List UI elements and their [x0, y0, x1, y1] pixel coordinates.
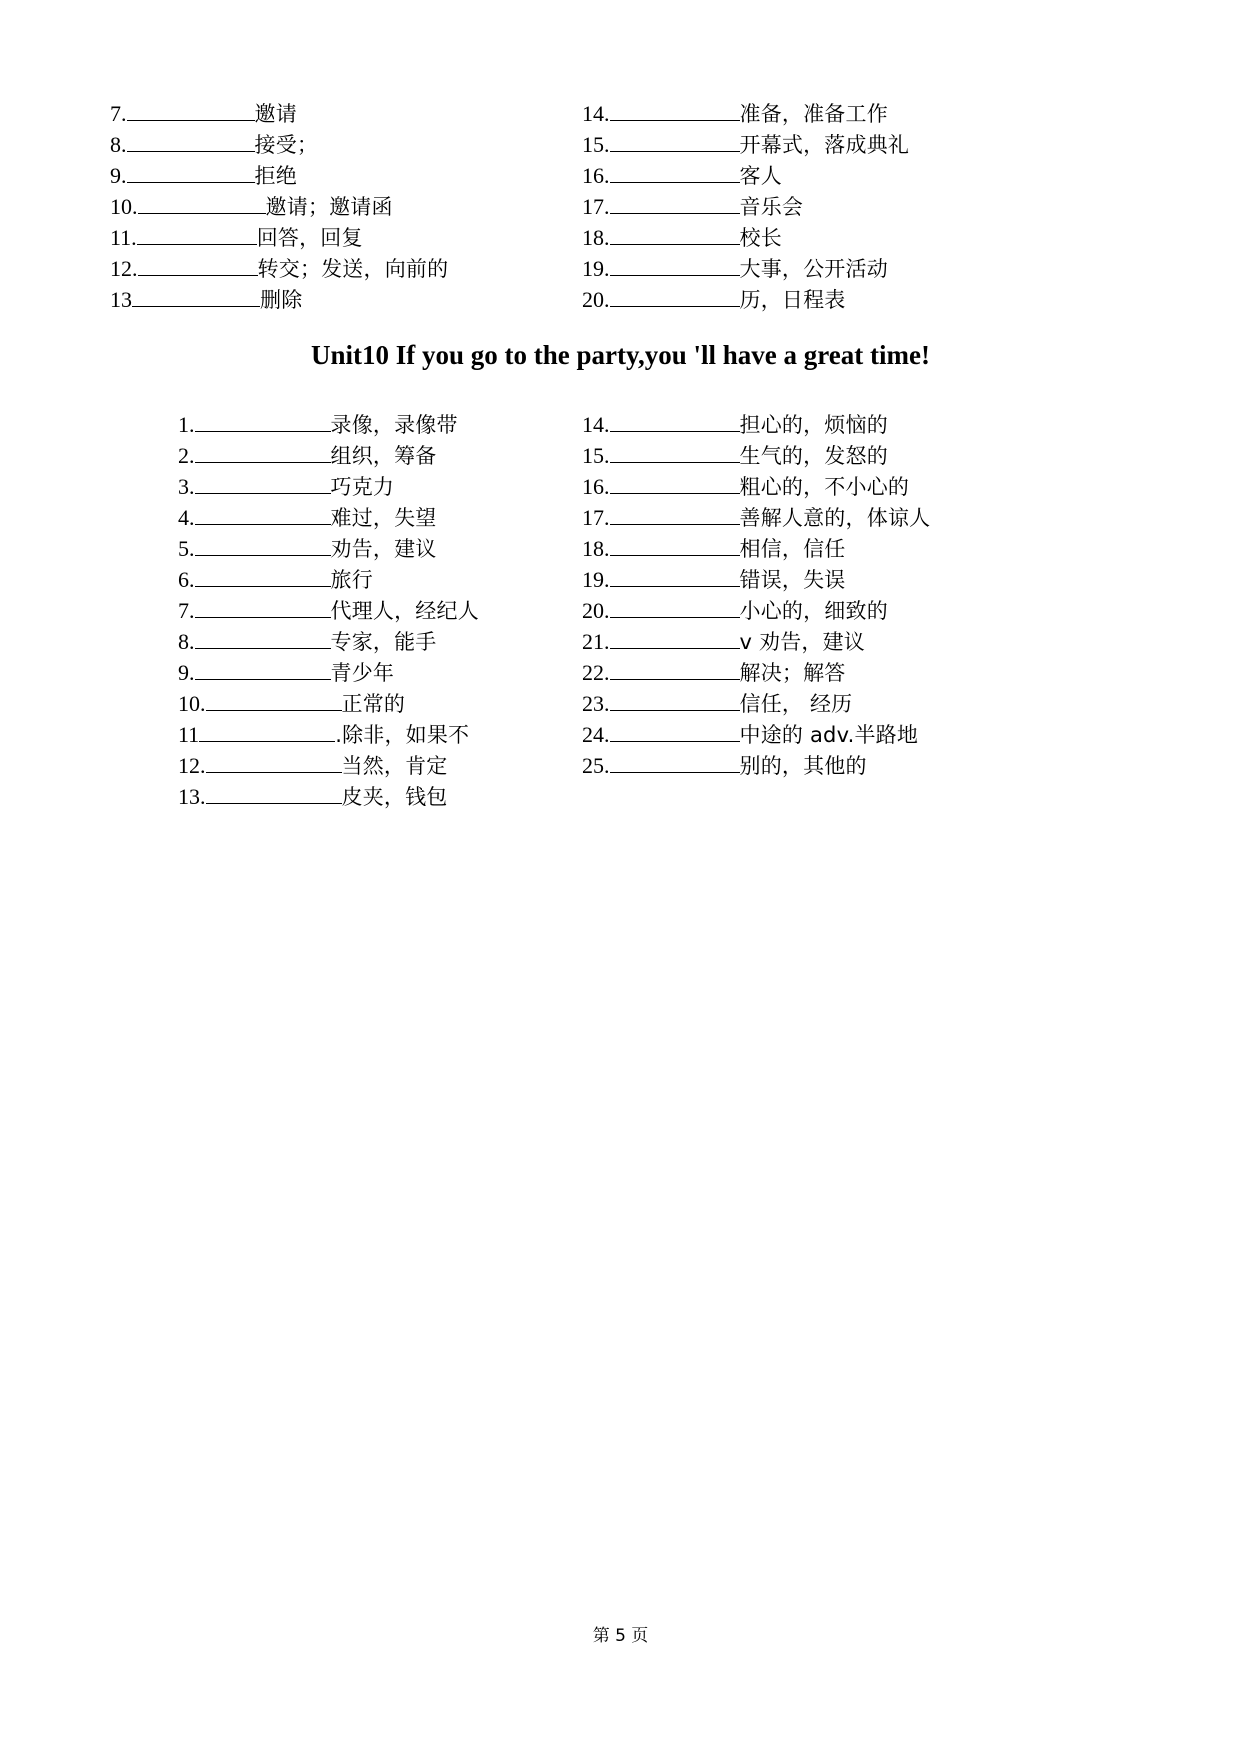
vocabulary-row — [582, 595, 1170, 626]
item-number: 15. — [582, 132, 610, 157]
item-number: 19. — [582, 567, 610, 592]
two-column-layout — [0, 409, 1241, 812]
item-meaning: 皮夹，钱包 — [341, 785, 448, 809]
unit-list-left-column — [0, 409, 570, 812]
item-meaning: 正常的 — [341, 692, 406, 716]
item-meaning: 难过，失望 — [330, 506, 437, 530]
answer-blank[interactable] — [610, 223, 740, 245]
vocabulary-row — [178, 595, 570, 626]
two-column-layout — [0, 98, 1241, 315]
answer-blank[interactable] — [610, 254, 740, 276]
vocabulary-row — [582, 533, 1170, 564]
item-number: 9. — [178, 660, 195, 685]
vocabulary-row — [110, 98, 570, 129]
item-meaning: 巧克力 — [330, 475, 395, 499]
vocabulary-row — [110, 284, 570, 315]
vocabulary-continuation-section — [0, 98, 1241, 315]
item-meaning: 客人 — [739, 164, 782, 188]
item-number: 20. — [582, 598, 610, 623]
item-number: 9. — [110, 163, 127, 188]
item-number: 7. — [178, 598, 195, 623]
item-meaning: 别的，其他的 — [739, 754, 867, 778]
item-number: 12. — [178, 753, 206, 778]
answer-blank[interactable] — [610, 596, 740, 618]
answer-blank[interactable] — [195, 534, 331, 556]
answer-blank[interactable] — [610, 410, 740, 432]
answer-blank[interactable] — [610, 285, 740, 307]
item-number: 24. — [582, 722, 610, 747]
item-number: 22. — [582, 660, 610, 685]
item-meaning: v 劝告，建议 — [739, 630, 866, 654]
item-number: 19. — [582, 256, 610, 281]
answer-blank[interactable] — [610, 534, 740, 556]
unit10-vocabulary-section — [0, 409, 1241, 812]
item-meaning: 删除 — [260, 288, 303, 312]
item-meaning: 转交；发送，向前的 — [257, 257, 449, 281]
answer-blank[interactable] — [610, 130, 740, 152]
answer-blank[interactable] — [610, 627, 740, 649]
item-number: 2. — [178, 443, 195, 468]
vocabulary-row — [178, 440, 570, 471]
item-number: 8. — [110, 132, 127, 157]
answer-blank[interactable] — [137, 223, 257, 245]
item-number: 12. — [110, 256, 138, 281]
vocabulary-row — [582, 564, 1170, 595]
answer-blank[interactable] — [610, 565, 740, 587]
vocabulary-row — [582, 160, 1170, 191]
item-meaning: .除非，如果不 — [335, 723, 470, 747]
item-meaning: 中途的 adv.半路地 — [739, 723, 919, 747]
item-meaning: 信任， 经历 — [739, 692, 853, 716]
vocabulary-row — [178, 657, 570, 688]
answer-blank[interactable] — [610, 751, 740, 773]
answer-blank[interactable] — [610, 658, 740, 680]
vocabulary-row — [582, 409, 1170, 440]
vocabulary-row — [178, 750, 570, 781]
answer-blank[interactable] — [610, 689, 740, 711]
answer-blank[interactable] — [610, 161, 740, 183]
item-number: 18. — [582, 536, 610, 561]
item-number: 17. — [582, 194, 610, 219]
item-number: 10. — [178, 691, 206, 716]
answer-blank[interactable] — [610, 503, 740, 525]
vocabulary-row — [178, 502, 570, 533]
unit-list-right-column — [570, 409, 1170, 812]
item-meaning: 拒绝 — [254, 164, 297, 188]
vocabulary-row — [178, 471, 570, 502]
answer-blank[interactable] — [127, 161, 255, 183]
vocabulary-row — [582, 626, 1170, 657]
vocabulary-row — [582, 440, 1170, 471]
item-meaning: 专家，能手 — [330, 630, 437, 654]
item-meaning: 准备，准备工作 — [739, 102, 888, 126]
item-meaning: 青少年 — [330, 661, 395, 685]
answer-blank[interactable] — [195, 658, 331, 680]
item-number: 14. — [582, 412, 610, 437]
answer-blank[interactable] — [206, 689, 342, 711]
item-meaning: 音乐会 — [739, 195, 804, 219]
vocabulary-row — [178, 719, 570, 750]
answer-blank[interactable] — [195, 503, 331, 525]
answer-blank[interactable] — [127, 130, 255, 152]
vocabulary-row — [582, 471, 1170, 502]
vocabulary-row — [110, 253, 570, 284]
item-number: 6. — [178, 567, 195, 592]
vocabulary-row — [582, 284, 1170, 315]
vocabulary-row — [178, 688, 570, 719]
item-meaning: 生气的，发怒的 — [739, 444, 888, 468]
answer-blank[interactable] — [127, 99, 255, 121]
item-number: 23. — [582, 691, 610, 716]
item-meaning: 解决；解答 — [739, 661, 846, 685]
item-number: 16. — [582, 163, 610, 188]
vocabulary-row — [582, 253, 1170, 284]
vocabulary-row — [582, 750, 1170, 781]
answer-blank[interactable] — [132, 285, 260, 307]
item-meaning: 代理人，经纪人 — [330, 599, 479, 623]
answer-blank[interactable] — [199, 720, 335, 742]
answer-blank[interactable] — [195, 472, 331, 494]
answer-blank[interactable] — [610, 472, 740, 494]
answer-blank[interactable] — [610, 99, 740, 121]
item-number: 16. — [582, 474, 610, 499]
vocabulary-row — [582, 129, 1170, 160]
answer-blank[interactable] — [195, 441, 331, 463]
vocabulary-row — [110, 222, 570, 253]
item-number: 20. — [582, 287, 610, 312]
item-number: 5. — [178, 536, 195, 561]
item-meaning: 录像，录像带 — [330, 413, 458, 437]
vocabulary-row — [582, 502, 1170, 533]
vocabulary-row — [178, 626, 570, 657]
item-number: 14. — [582, 101, 610, 126]
vocabulary-row — [582, 719, 1170, 750]
item-number: 1. — [178, 412, 195, 437]
vocabulary-row — [178, 781, 570, 812]
item-number: 11 — [178, 722, 200, 747]
vocabulary-row — [582, 191, 1170, 222]
item-meaning: 校长 — [739, 226, 782, 250]
item-meaning: 历，日程表 — [739, 288, 846, 312]
answer-blank[interactable] — [195, 596, 331, 618]
item-meaning: 当然，肯定 — [341, 754, 448, 778]
top-list-left-column — [0, 98, 570, 315]
item-number: 21. — [582, 629, 610, 654]
vocabulary-row — [178, 564, 570, 595]
answer-blank[interactable] — [610, 192, 740, 214]
vocabulary-row — [110, 191, 570, 222]
vocabulary-row — [178, 533, 570, 564]
vocabulary-row — [178, 409, 570, 440]
answer-blank[interactable] — [195, 627, 331, 649]
item-meaning: 大事，公开活动 — [739, 257, 888, 281]
vocabulary-row — [110, 160, 570, 191]
item-meaning: 邀请 — [254, 102, 297, 126]
item-meaning: 接受； — [254, 133, 319, 157]
item-number: 18. — [582, 225, 610, 250]
answer-blank[interactable] — [610, 441, 740, 463]
item-meaning: 劝告，建议 — [330, 537, 437, 561]
item-meaning: 担心的，烦恼的 — [739, 413, 888, 437]
vocabulary-row — [582, 222, 1170, 253]
item-number: 15. — [582, 443, 610, 468]
item-number: 13 — [110, 287, 132, 312]
item-number: 13. — [178, 784, 206, 809]
item-number: 17. — [582, 505, 610, 530]
item-meaning: 回答，回复 — [256, 226, 363, 250]
item-number: 10. — [110, 194, 138, 219]
answer-blank[interactable] — [206, 782, 342, 804]
item-meaning: 相信，信任 — [739, 537, 846, 561]
item-meaning: 旅行 — [330, 568, 373, 592]
vocabulary-row — [582, 657, 1170, 688]
top-list-right-column — [570, 98, 1170, 315]
item-meaning: 组织，筹备 — [330, 444, 437, 468]
vocabulary-row — [582, 98, 1170, 129]
item-number: 11. — [110, 225, 137, 250]
item-meaning: 邀请；邀请函 — [265, 195, 393, 219]
answer-blank[interactable] — [138, 254, 258, 276]
answer-blank[interactable] — [138, 192, 266, 214]
item-meaning: 开幕式，落成典礼 — [739, 133, 910, 157]
unit-title: Unit10 If you go to the party,you 'll have a great time! — [311, 340, 930, 370]
vocabulary-row — [582, 688, 1170, 719]
item-meaning: 错误，失误 — [739, 568, 846, 592]
answer-blank[interactable] — [206, 751, 342, 773]
page-footer: 第 5 页 — [592, 1626, 649, 1646]
answer-blank[interactable] — [195, 565, 331, 587]
item-number: 3. — [178, 474, 195, 499]
answer-blank[interactable] — [610, 720, 740, 742]
vocabulary-row — [110, 129, 570, 160]
item-number: 4. — [178, 505, 195, 530]
item-number: 25. — [582, 753, 610, 778]
item-meaning: 小心的，细致的 — [739, 599, 888, 623]
item-number: 8. — [178, 629, 195, 654]
answer-blank[interactable] — [195, 410, 331, 432]
item-meaning: 粗心的，不小心的 — [739, 475, 910, 499]
item-number: 7. — [110, 101, 127, 126]
item-meaning: 善解人意的，体谅人 — [739, 506, 931, 530]
